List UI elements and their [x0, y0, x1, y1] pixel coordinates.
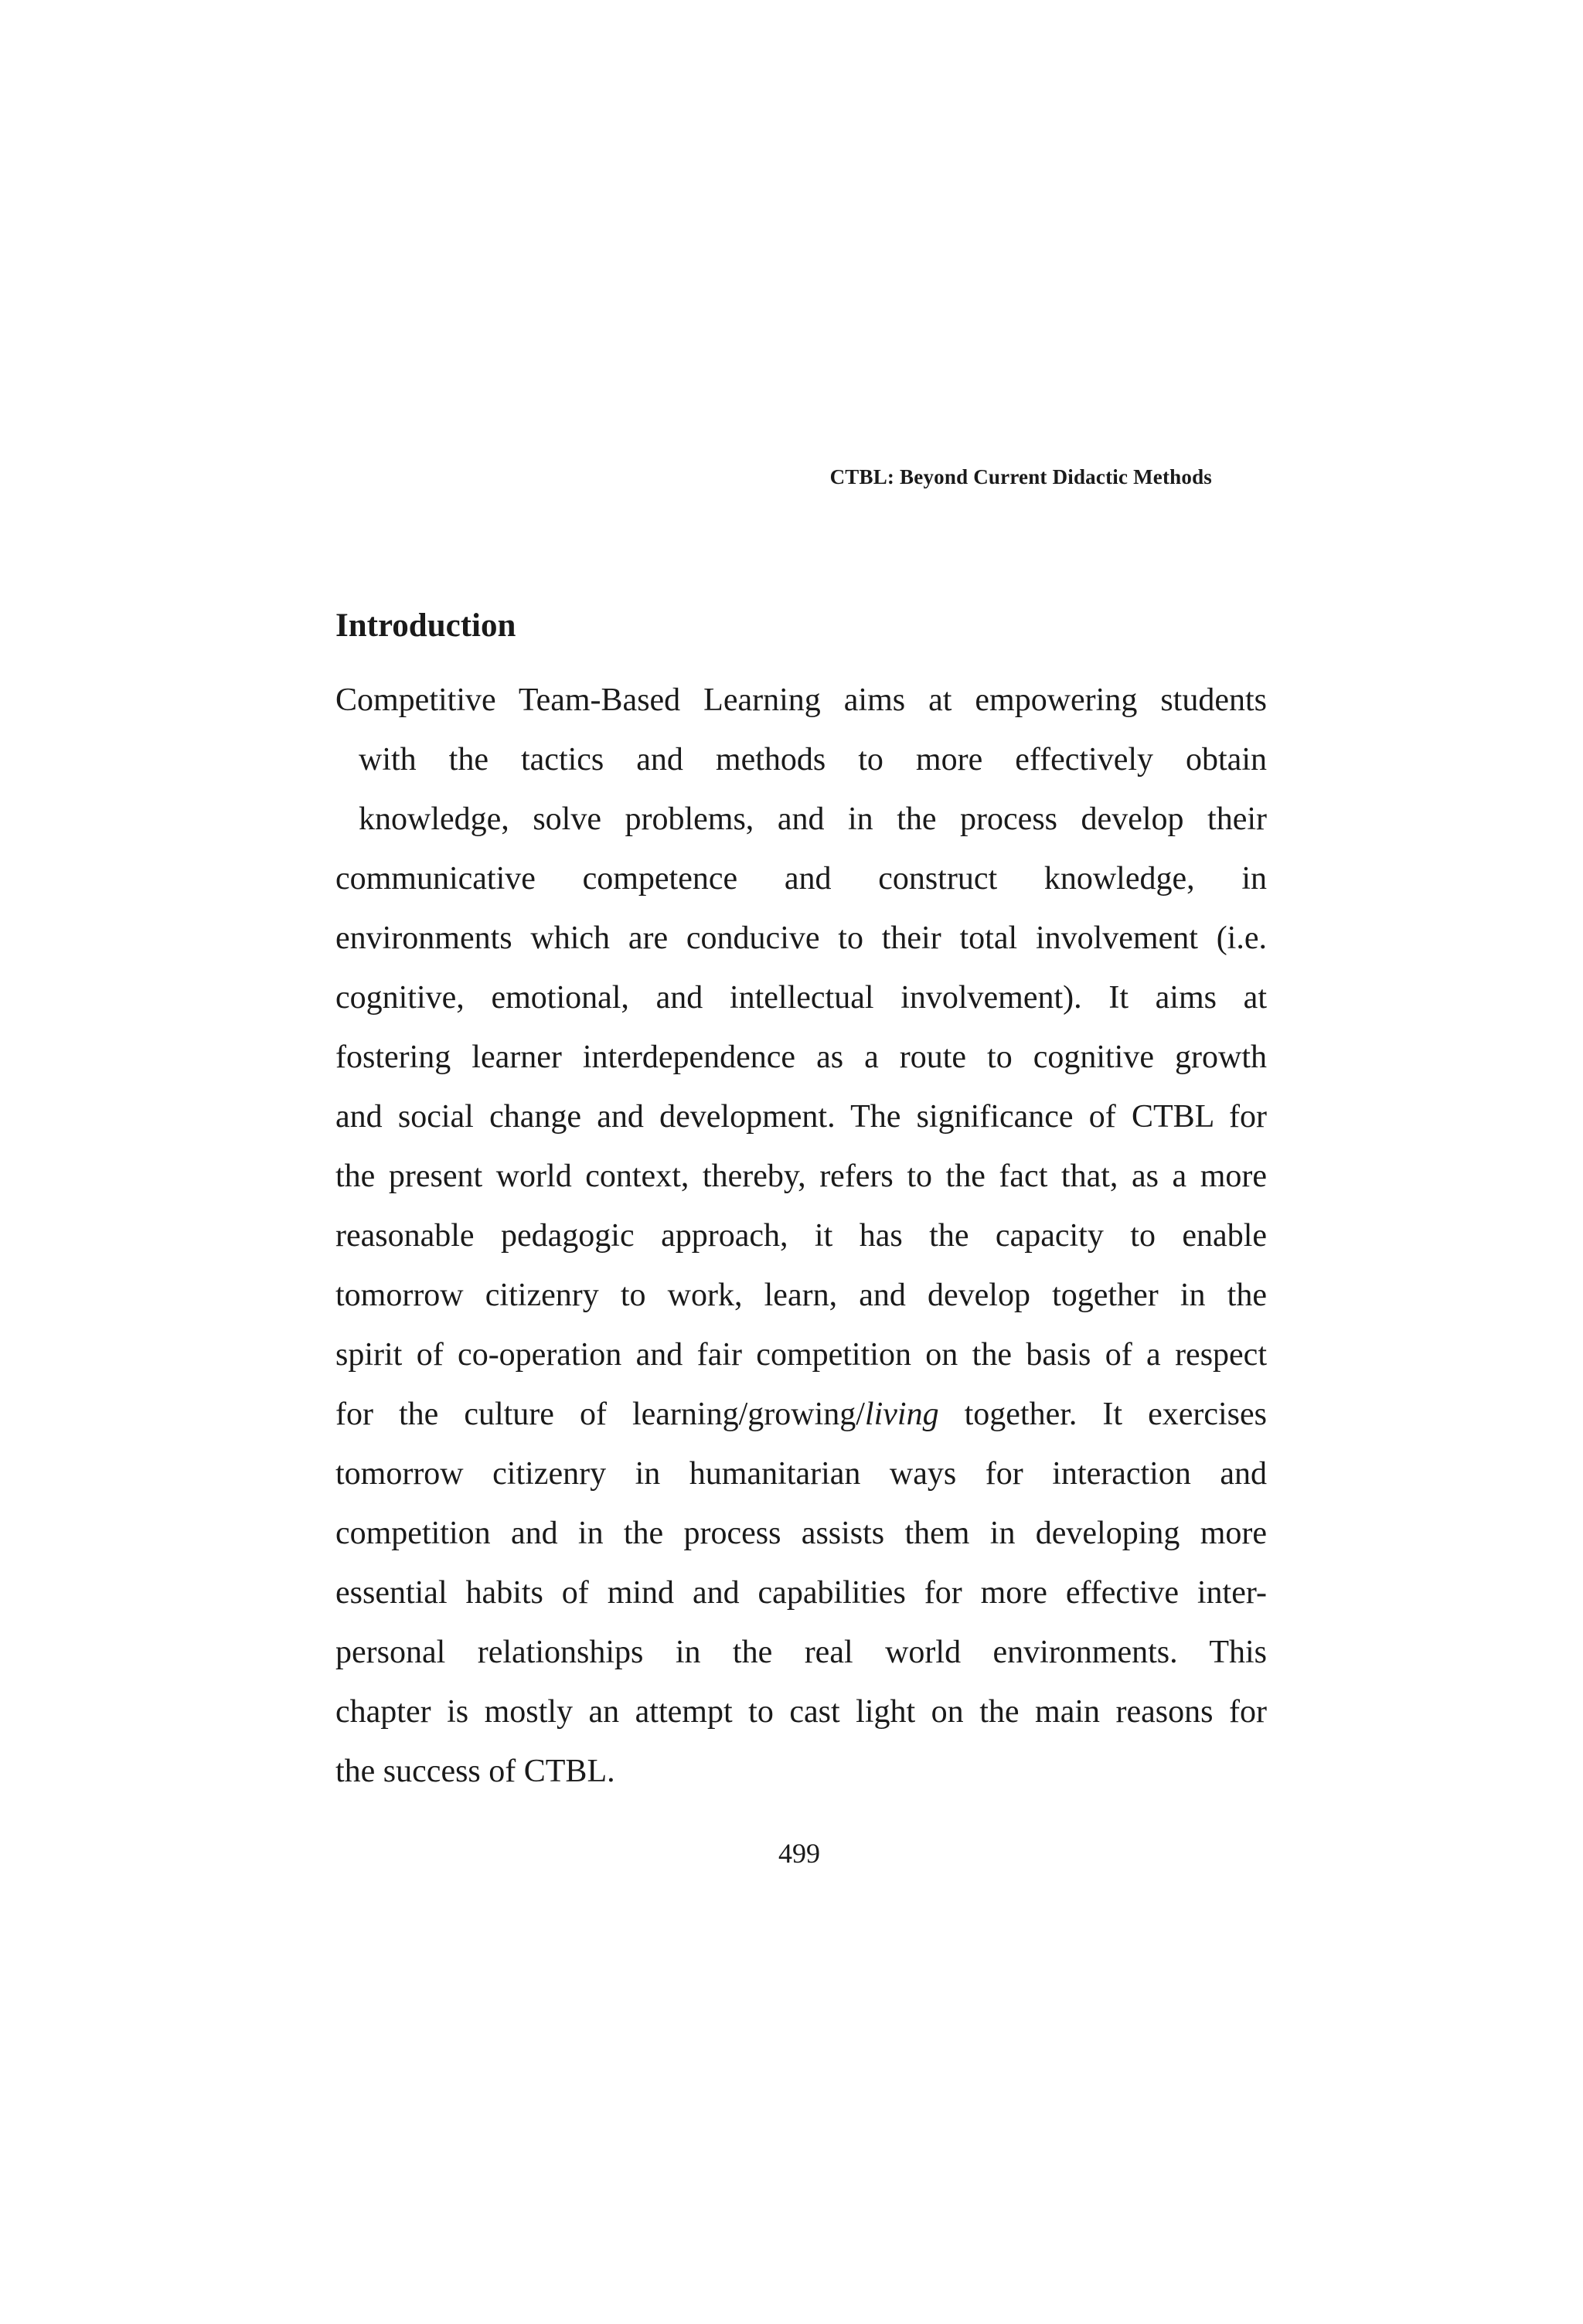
- paragraph-line: tomorrow citizenry to work, learn, and develop together in the: [335, 1278, 1267, 1313]
- paragraph-line: chapter is mostly an attempt to cast light on the main reasons for: [335, 1694, 1267, 1730]
- paragraph-line: personal relationships in the real world environments. This: [335, 1635, 1267, 1670]
- paragraph-line: Competitive Team-Based Learning aims at empowering students: [335, 682, 1267, 718]
- paragraph-line: fostering learner interdependence as a route to cognitive growth: [335, 1040, 1267, 1075]
- paragraph-line: spirit of co-operation and fair competition on the basis of a respect: [335, 1337, 1267, 1373]
- paragraph-line: the success of CTBL.: [335, 1754, 615, 1789]
- page-number: 499: [778, 1838, 820, 1869]
- paragraph-line: communicative competence and construct knowledge, in: [335, 861, 1267, 897]
- paragraph-line: cognitive, emotional, and intellectual involvement). It aims at: [335, 980, 1267, 1016]
- paragraph-line: environments which are conducive to their total involvement (i.e.: [335, 920, 1267, 956]
- paragraph-line-with-italic: [335, 1385, 1267, 1444]
- paragraph-line: and social change and development. The significance of CTBL for: [335, 1099, 1267, 1135]
- line-text-after: together. It exercises: [938, 1397, 1268, 1432]
- paragraph-line: knowledge, solve problems, and in the process develop their: [359, 801, 1267, 837]
- section-heading: Introduction: [335, 607, 516, 644]
- italic-word: living: [864, 1397, 939, 1432]
- paragraph-line: with the tactics and methods to more effectively obtain: [359, 742, 1267, 778]
- paragraph-line: reasonable pedagogic approach, it has the capacity to enable: [335, 1218, 1267, 1254]
- paragraph-line: essential habits of mind and capabilities for more effective inter-: [335, 1575, 1267, 1611]
- running-header: CTBL: Beyond Current Didactic Methods: [829, 465, 1212, 488]
- line-text-before: for the culture of learning/growing/: [335, 1397, 865, 1432]
- paragraph-line: competition and in the process assists them in developing more: [335, 1516, 1267, 1551]
- body-paragraph: [335, 671, 1267, 1802]
- paragraph-line: tomorrow citizenry in humanitarian ways for interaction and: [335, 1456, 1267, 1492]
- paragraph-line: the present world context, thereby, refers to the fact that, as a more: [335, 1159, 1267, 1194]
